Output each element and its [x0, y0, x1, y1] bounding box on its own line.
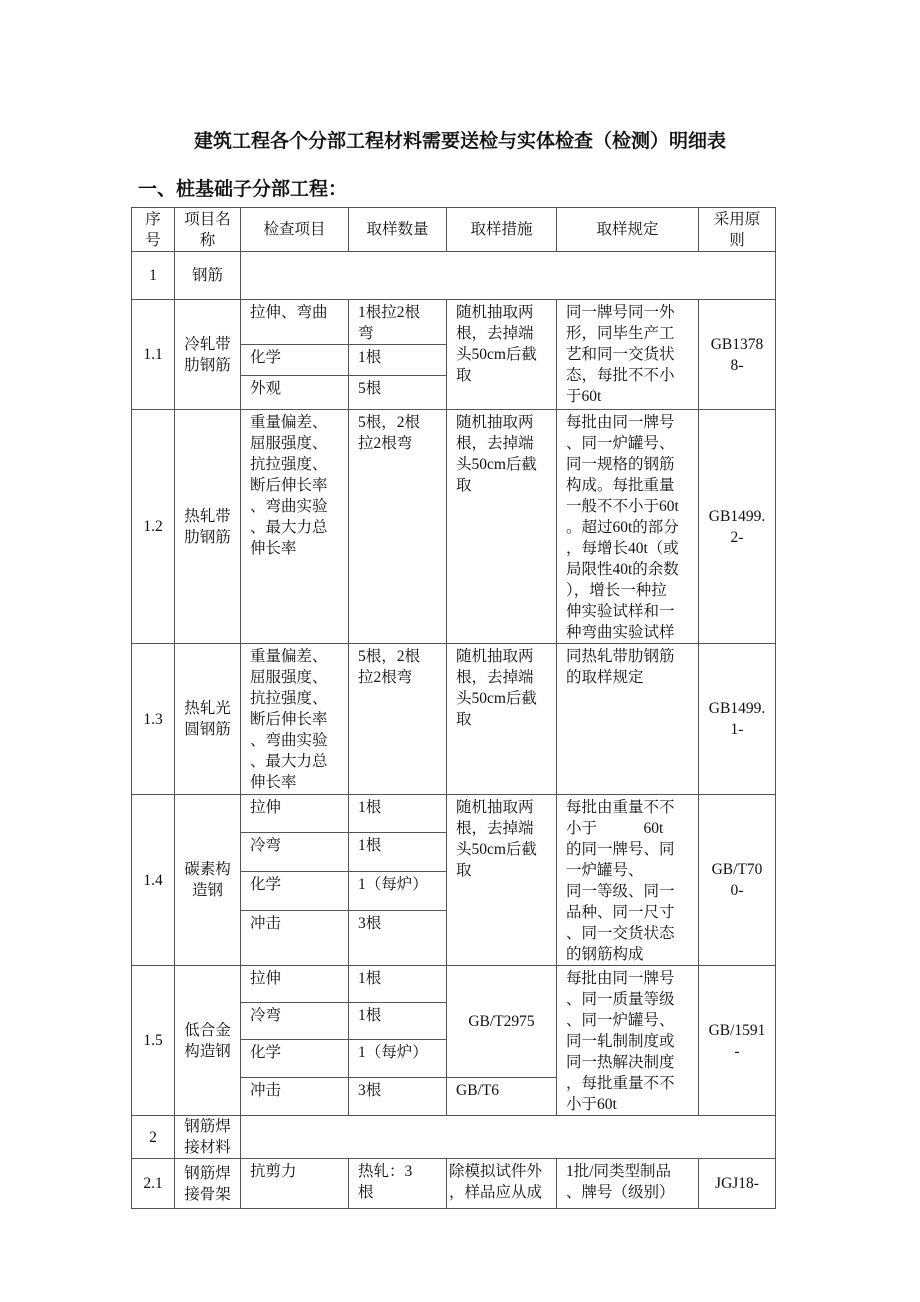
sample-qty: 3根 — [349, 910, 447, 965]
standard: GB1378 8- — [699, 300, 776, 410]
row-name: 低合金 构造钢 — [175, 966, 241, 1116]
sample-rule: 同热轧带肋钢筋 的取样规定 — [557, 644, 699, 795]
sample-rule: 每批由重量不不 小于 60t 的同一牌号、同 一炉罐号、 同一等级、同一 品种、同一尺寸 、同一交货状态 的钢筋构成 — [557, 795, 699, 966]
sample-qty: 1根 — [349, 1003, 447, 1040]
sample-qty: 5根 — [349, 376, 447, 410]
check-item: 重量偏差、 屈服强度、 抗拉强度、 断后伸长率 、弯曲实验 、最大力总 伸长率 — [241, 644, 349, 795]
sample-measure: GB/T6 — [447, 1077, 557, 1115]
check-item: 拉伸、弯曲 — [241, 300, 349, 345]
sample-rule: 1批/同类型制品 、牌号（级别） — [557, 1159, 699, 1209]
header-rule: 取样规定 — [557, 208, 699, 252]
sample-qty: 1根 — [349, 345, 447, 376]
standard: GB/T70 0- — [699, 795, 776, 966]
sample-qty: 1根拉2根 弯 — [349, 300, 447, 345]
table-row — [132, 410, 776, 644]
header-no: 序 号 — [132, 208, 175, 252]
sample-qty: 1根 — [349, 966, 447, 1003]
sample-qty: 1（每炉） — [349, 871, 447, 910]
check-item: 化学 — [241, 871, 349, 910]
section-heading: 一、桩基础子分部工程： — [138, 178, 348, 200]
sample-qty: 热轧：3 根 — [349, 1159, 447, 1209]
empty-cell — [241, 252, 776, 300]
table-row — [132, 300, 776, 345]
standard: JGJ18- — [699, 1159, 776, 1209]
row-name: 冷轧带 肋钢筋 — [175, 300, 241, 410]
row-no: 2.1 — [132, 1159, 175, 1209]
document-title: 建筑工程各个分部工程材料需要送检与实体检查（检测）明细表 — [193, 130, 726, 152]
header-std: 采用原 则 — [699, 208, 776, 252]
table-row — [132, 966, 776, 1003]
sample-qty: 3根 — [349, 1077, 447, 1115]
standard: GB/1591 - — [699, 966, 776, 1116]
header-measure: 取样措施 — [447, 208, 557, 252]
sample-measure: GB/T2975 — [447, 966, 557, 1078]
empty-cell — [241, 1116, 776, 1159]
row-no: 1.2 — [132, 410, 175, 644]
check-item: 重量偏差、 屈服强度、 抗拉强度、 断后伸长率 、弯曲实验 、最大力总 伸长率 — [241, 410, 349, 644]
sample-measure: 随机抽取两 根，去掉端 头50cm后截 取 — [447, 644, 557, 795]
row-name: 钢筋 — [175, 252, 241, 300]
sample-rule: 每批由同一牌号 、同一质量等级 、同一炉罐号、 同一轧制制度或 同一热解决制度 ，每批重量不不 小于60t — [557, 966, 699, 1116]
check-item: 冷弯 — [241, 832, 349, 871]
header-name: 项目名 称 — [175, 208, 241, 252]
check-item: 拉伸 — [241, 795, 349, 833]
sample-measure: 除模拟试件外 ，样品应从成 — [447, 1159, 557, 1209]
row-no: 1 — [132, 252, 175, 300]
sample-measure: 随机抽取两 根，去掉端 头50cm后截 取 — [447, 300, 557, 410]
header-row — [132, 208, 776, 252]
check-item: 冲击 — [241, 910, 349, 965]
row-no: 1.5 — [132, 966, 175, 1116]
row-name: 钢筋焊 接骨架 — [175, 1159, 241, 1209]
table-row — [132, 644, 776, 795]
check-item: 化学 — [241, 1040, 349, 1077]
check-item: 外观 — [241, 376, 349, 410]
sample-rule: 每批由同一牌号 、同一炉罐号、 同一规格的钢筋 构成。每批重量 一般不不小于60t 。超过60t的部分 ，每增长40t（或 局限性40t的余数 ），增长一种拉 伸实验试样和一 种弯曲实验试样 — [557, 410, 699, 644]
row-name: 钢筋焊 接材料 — [175, 1116, 241, 1159]
standard: GB1499. 2- — [699, 410, 776, 644]
row-no: 1.3 — [132, 644, 175, 795]
check-item: 冷弯 — [241, 1003, 349, 1040]
sample-rule: 同一牌号同一外 形，同毕生产工 艺和同一交货状 态，每批不不小 于60t — [557, 300, 699, 410]
sample-qty: 5根，2根 拉2根弯 — [349, 644, 447, 795]
row-no: 1.4 — [132, 795, 175, 966]
sample-qty: 5根，2根 拉2根弯 — [349, 410, 447, 644]
inspection-table — [131, 207, 776, 1209]
header-qty: 取样数量 — [349, 208, 447, 252]
check-item: 冲击 — [241, 1077, 349, 1115]
sample-qty: 1根 — [349, 795, 447, 833]
table-row — [132, 1159, 776, 1209]
check-item: 抗剪力 — [241, 1159, 349, 1209]
table-row — [132, 1116, 776, 1159]
row-name: 碳素构 造钢 — [175, 795, 241, 966]
sample-qty: 1根 — [349, 832, 447, 871]
row-name: 热轧带 肋钢筋 — [175, 410, 241, 644]
table-row — [132, 795, 776, 833]
row-no: 1.1 — [132, 300, 175, 410]
check-item: 化学 — [241, 345, 349, 376]
sample-measure: 随机抽取两 根，去掉端 头50cm后截 取 — [447, 410, 557, 644]
header-item: 检查项目 — [241, 208, 349, 252]
row-no: 2 — [132, 1116, 175, 1159]
standard: GB1499. 1- — [699, 644, 776, 795]
sample-qty: 1（每炉） — [349, 1040, 447, 1077]
check-item: 拉伸 — [241, 966, 349, 1003]
table-row — [132, 252, 776, 300]
row-name: 热轧光 圆钢筋 — [175, 644, 241, 795]
sample-measure: 随机抽取两 根，去掉端 头50cm后截 取 — [447, 795, 557, 966]
